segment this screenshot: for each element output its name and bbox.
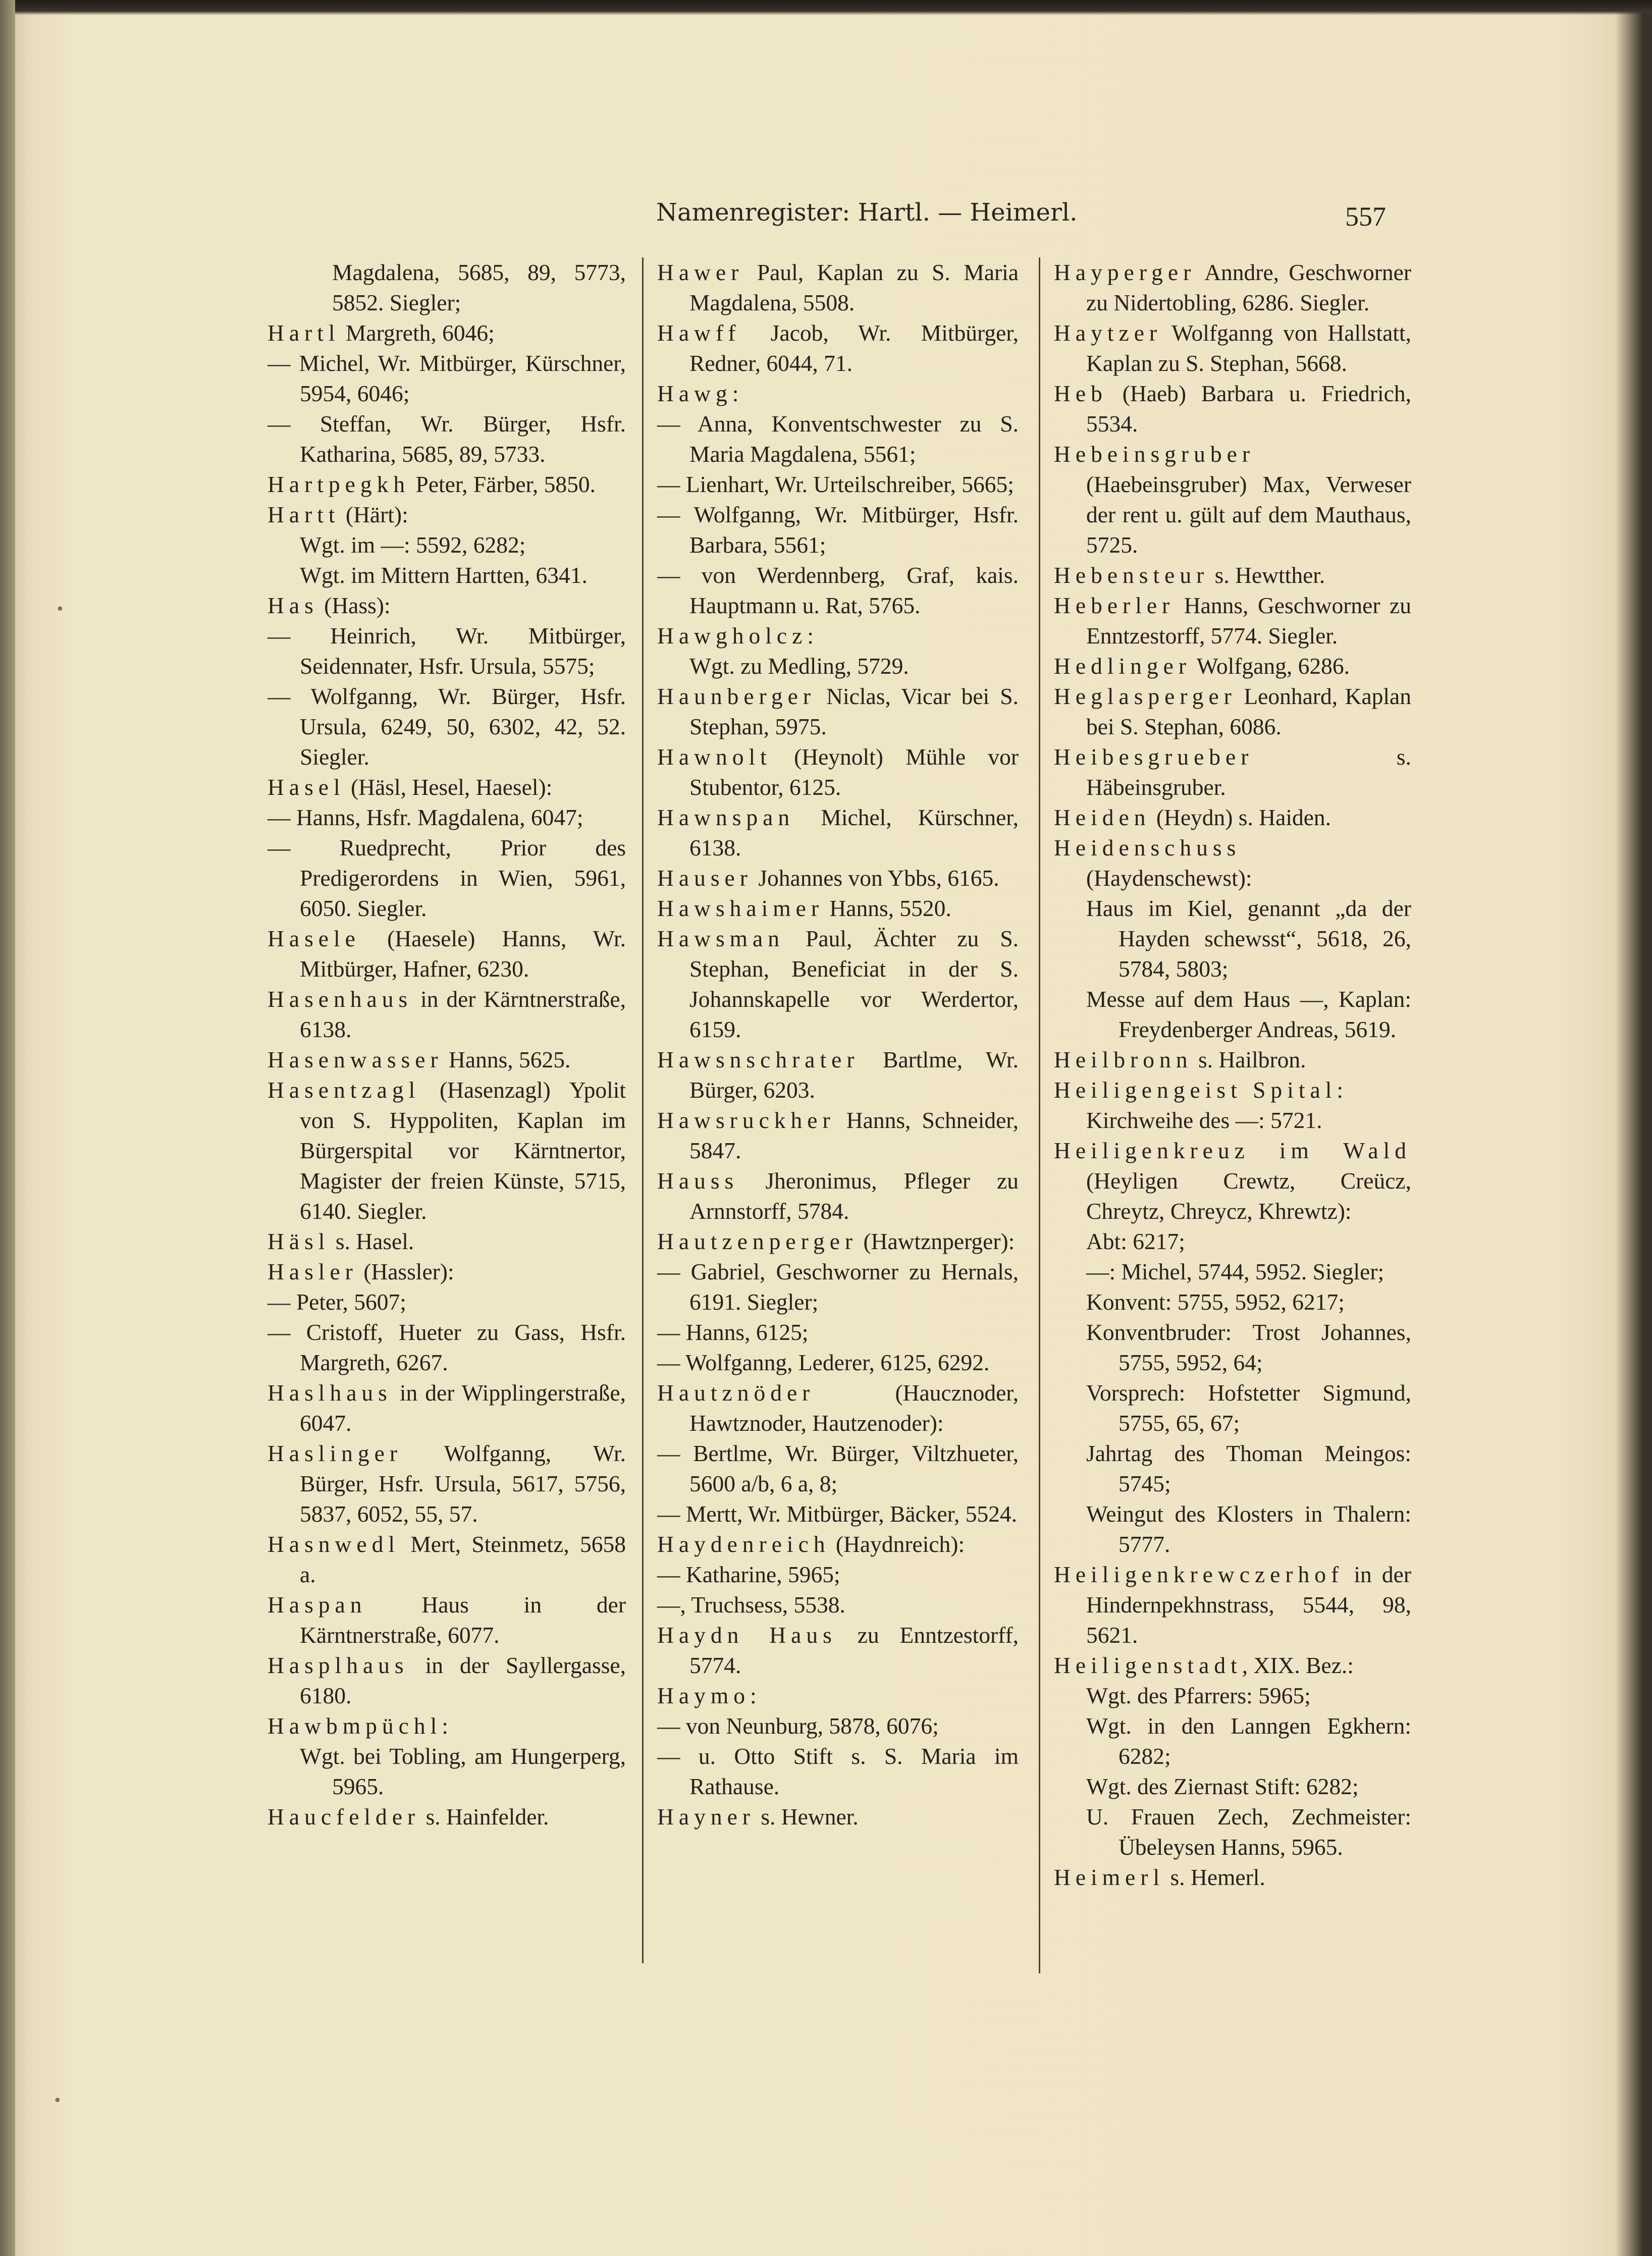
index-entry bbox=[1054, 1257, 1411, 1287]
entry-text: Wolfgang, 6286. bbox=[1191, 653, 1350, 679]
index-entry bbox=[268, 1650, 626, 1711]
index-entry bbox=[268, 681, 626, 772]
index-entry bbox=[268, 833, 626, 924]
index-entry bbox=[657, 469, 1019, 500]
entry-text: Hanns, 5625. bbox=[443, 1047, 571, 1072]
entry-headword: Heimerl bbox=[1054, 1864, 1165, 1890]
entry-headword: Hawbmpüchl bbox=[268, 1713, 442, 1739]
index-entry bbox=[268, 1226, 626, 1257]
entry-text: in der Wipplingerstraße, 6047. bbox=[300, 1380, 626, 1436]
index-entry bbox=[1054, 984, 1411, 1045]
index-entry bbox=[1054, 1105, 1411, 1136]
index-entry bbox=[657, 560, 1019, 621]
entry-text: — Mertt, Wr. Mitbürger, Bäcker, 5524. bbox=[657, 1501, 1018, 1527]
entry-headword: Hayner bbox=[657, 1804, 755, 1830]
entry-text: (Heydn) s. Haiden. bbox=[1150, 804, 1331, 830]
entry-text: — Cristoff, Hueter zu Gass, Hsfr. Margreth, 6267. bbox=[268, 1319, 626, 1375]
entry-text: Peter, Färber, 5850. bbox=[410, 471, 596, 497]
entry-text: s. Hewtther. bbox=[1209, 562, 1325, 588]
entry-text: — Anna, Konventschwester zu S. Maria Magdalena, 5561; bbox=[657, 411, 1019, 467]
index-entry bbox=[268, 924, 626, 984]
entry-headword: Heglasperger bbox=[1054, 683, 1237, 709]
index-entry bbox=[268, 1802, 626, 1832]
entry-text: —: Michel, 5744, 5952. Siegler; bbox=[1086, 1259, 1384, 1284]
entry-text: — Wolfganng, Lederer, 6125, 6292. bbox=[657, 1350, 990, 1375]
index-entry bbox=[268, 590, 626, 621]
index-column-3 bbox=[1054, 257, 1411, 1893]
index-entry bbox=[1054, 379, 1411, 439]
entry-text: : bbox=[750, 1683, 757, 1708]
index-entry bbox=[1054, 1136, 1411, 1226]
entry-text: — Steffan, Wr. Bürger, Hsfr. Katharina, 5685, 89, 5733. bbox=[268, 411, 626, 467]
entry-text: — Katharine, 5965; bbox=[657, 1562, 840, 1587]
index-entry bbox=[268, 257, 626, 318]
entry-text: Hanns, Schneider, 5847. bbox=[689, 1107, 1019, 1163]
index-entry bbox=[268, 1045, 626, 1075]
entry-text: Vorsprech: Hofstetter Sigmund, 5755, 65, 67; bbox=[1086, 1380, 1411, 1436]
page-gutter bbox=[0, 0, 15, 2256]
entry-text: — Michel, Wr. Mitbürger, Kürschner, 5954, 6046; bbox=[268, 350, 626, 406]
entry-headword: Hawshaimer bbox=[657, 895, 824, 921]
index-entry bbox=[657, 1741, 1019, 1802]
index-entry bbox=[657, 1620, 1019, 1681]
index-entry bbox=[268, 772, 626, 802]
index-entry bbox=[268, 1317, 626, 1378]
entry-headword: Hautzenperger bbox=[657, 1228, 858, 1254]
entry-text: Wgt. im Mittern Hartten, 6341. bbox=[300, 562, 588, 588]
entry-headword: Haslhaus bbox=[268, 1380, 392, 1406]
entry-text: s. Hemerl. bbox=[1164, 1864, 1265, 1890]
entry-text: , XIX. Bez.: bbox=[1242, 1652, 1354, 1678]
entry-headword: Hawsman bbox=[657, 926, 785, 951]
entry-headword: Hawnolt bbox=[657, 744, 772, 770]
entry-headword: Heilbronn bbox=[1054, 1047, 1193, 1072]
entry-headword: Heiligenkreuz im Wald bbox=[1054, 1138, 1411, 1163]
scan-edge-top bbox=[0, 0, 1652, 15]
index-entry bbox=[268, 802, 626, 833]
entry-text: Johannes von Ybbs, 6165. bbox=[752, 865, 999, 891]
entry-text: Konvent: 5755, 5952, 6217; bbox=[1086, 1289, 1345, 1315]
entry-text: (Härt): bbox=[340, 502, 408, 527]
index-entry bbox=[657, 1257, 1019, 1317]
entry-headword: Hauser bbox=[657, 865, 753, 891]
entry-headword: Hauss bbox=[657, 1168, 739, 1194]
index-entry bbox=[657, 1681, 1019, 1711]
entry-text: — Hanns, Hsfr. Magdalena, 6047; bbox=[268, 804, 583, 830]
entry-headword: Häsl bbox=[268, 1228, 330, 1254]
entry-text: — Bertlme, Wr. Bürger, Viltzhueter, 5600 a/b, 6 a, 8; bbox=[657, 1440, 1019, 1496]
entry-text: Wgt. des Pfarrers: 5965; bbox=[1086, 1683, 1311, 1708]
index-entry bbox=[657, 1499, 1019, 1529]
entry-headword: Hartpegkh bbox=[268, 471, 410, 497]
entry-text: Jahrtag des Thoman Meingos: 5745; bbox=[1086, 1440, 1411, 1496]
index-entry bbox=[1054, 833, 1411, 893]
entry-headword: Hebeinsgruber bbox=[1054, 441, 1255, 467]
entry-text: s. Hasel. bbox=[330, 1228, 414, 1254]
entry-text: Anndre, Geschworner zu Nidertobling, 6286. Siegler. bbox=[1086, 259, 1411, 315]
entry-text: Michel, Kürschner, 6138. bbox=[689, 804, 1019, 861]
index-entry bbox=[1054, 1650, 1411, 1681]
index-entry bbox=[657, 1045, 1019, 1105]
entry-headword: Haymo bbox=[657, 1683, 750, 1708]
entry-text: (Haesele) Hanns, Wr. Mitbürger, Hafner, 6230. bbox=[300, 926, 626, 982]
index-entry bbox=[268, 1741, 626, 1802]
entry-headword: Hartt bbox=[268, 502, 340, 527]
index-entry bbox=[1054, 1075, 1411, 1105]
index-entry bbox=[1054, 257, 1411, 318]
entry-text: s. Hewner. bbox=[755, 1804, 859, 1830]
entry-text: Wgt. in den Lanngen Egkhern: 6282; bbox=[1086, 1713, 1411, 1769]
entry-headword: Heiden bbox=[1054, 804, 1151, 830]
index-entry bbox=[268, 560, 626, 590]
entry-text: Jacob, Wr. Mitbürger, Redner, 6044, 71. bbox=[689, 320, 1019, 376]
entry-text: in der Kärntnerstraße, 6138. bbox=[300, 986, 626, 1042]
index-entry bbox=[657, 1529, 1019, 1560]
entry-headword: Hawnspan bbox=[657, 804, 795, 830]
entry-text: zu Enntzestorff, 5774. bbox=[689, 1622, 1019, 1678]
index-entry bbox=[1054, 1499, 1411, 1560]
entry-text: Haus in der Kärntnerstraße, 6077. bbox=[300, 1592, 626, 1648]
index-entry bbox=[268, 530, 626, 560]
entry-text: Paul, Ächter zu S. Stephan, Beneficiat in der S. Johannskapelle vor Werdertor, 6159. bbox=[689, 926, 1019, 1042]
index-entry bbox=[657, 1438, 1019, 1499]
entry-text: — Wolfganng, Wr. Bürger, Hsfr. Ursula, 6249, 50, 6302, 42, 52. Siegler. bbox=[268, 683, 626, 770]
entry-text: Jheronimus, Pfleger zu Arnnstorff, 5784. bbox=[689, 1168, 1019, 1224]
index-entry bbox=[1054, 802, 1411, 833]
entry-text: — von Neunburg, 5878, 6076; bbox=[657, 1713, 939, 1739]
index-entry bbox=[1054, 1560, 1411, 1650]
entry-headword: Heibesgrueber bbox=[1054, 744, 1254, 770]
index-entry bbox=[657, 893, 1019, 924]
entry-headword: Hawsnschrater bbox=[657, 1047, 860, 1072]
entry-headword: Hawer bbox=[657, 259, 744, 285]
index-entry bbox=[268, 984, 626, 1045]
index-entry bbox=[657, 924, 1019, 1045]
entry-text: : bbox=[732, 381, 739, 406]
entry-headword: Haytzer bbox=[1054, 320, 1162, 346]
entry-headword: Hawsruckher bbox=[657, 1107, 835, 1133]
entry-text: Magdalena, 5685, 89, 5773, 5852. Siegler; bbox=[332, 259, 626, 315]
entry-headword: Hasentzagl bbox=[268, 1077, 420, 1103]
index-entry bbox=[1054, 1045, 1411, 1075]
entry-headword: Hawg bbox=[657, 381, 732, 406]
entry-text: s. Häbeinsgruber. bbox=[1086, 744, 1411, 800]
index-entry bbox=[1054, 651, 1411, 681]
index-entry bbox=[268, 1438, 626, 1529]
index-entry bbox=[268, 1529, 626, 1590]
entry-text: Leonhard, Kaplan bei S. Stephan, 6086. bbox=[1086, 683, 1411, 739]
entry-headword: Haydenreich bbox=[657, 1531, 830, 1557]
index-entry bbox=[268, 1590, 626, 1650]
binding-hole-mark: • bbox=[56, 601, 65, 618]
entry-text: Kirchweihe des —: 5721. bbox=[1086, 1107, 1322, 1133]
index-entry bbox=[657, 802, 1019, 863]
index-entry bbox=[268, 1257, 626, 1287]
entry-text: — Lienhart, Wr. Urteilschreiber, 5665; bbox=[657, 471, 1014, 497]
entry-text: — Wolfganng, Wr. Mitbürger, Hsfr. Barbara, 5561; bbox=[657, 502, 1019, 558]
column-divider-1 bbox=[642, 257, 644, 1963]
index-entry bbox=[657, 1711, 1019, 1741]
entry-text: Margreth, 6046; bbox=[340, 320, 495, 346]
entry-text: (Haucznoder, Hawtznoder, Hautzenoder): bbox=[689, 1380, 1019, 1436]
entry-text: s. Hainfelder. bbox=[420, 1804, 549, 1830]
entry-headword: Hasler bbox=[268, 1259, 358, 1284]
index-entry bbox=[1054, 1862, 1411, 1893]
entry-headword: Hedlinger bbox=[1054, 653, 1192, 679]
index-entry bbox=[657, 1802, 1019, 1832]
index-entry bbox=[657, 651, 1019, 681]
entry-text: in der Hindernpekhnstrass, 5544, 98, 5621. bbox=[1086, 1562, 1411, 1648]
entry-text: Wgt. zu Medling, 5729. bbox=[689, 653, 909, 679]
index-entry bbox=[657, 1560, 1019, 1590]
entry-text: — Heinrich, Wr. Mitbürger, Seidennater, Hsfr. Ursula, 5575; bbox=[268, 623, 626, 679]
entry-headword: Heidenschuss bbox=[1054, 835, 1241, 861]
entry-text: — u. Otto Stift s. S. Maria im Rathause. bbox=[657, 1743, 1019, 1799]
entry-text: — Hanns, 6125; bbox=[657, 1319, 809, 1345]
entry-text: — von Werdennberg, Graf, kais. Hauptmann u. Rat, 5765. bbox=[657, 562, 1019, 618]
index-entry bbox=[657, 863, 1019, 893]
entry-text: (Haydnreich): bbox=[830, 1531, 965, 1557]
entry-headword: Heiligenkrewczerhof bbox=[1054, 1562, 1344, 1587]
entry-text: Konventbruder: Trost Johannes, 5755, 5952, 64; bbox=[1086, 1319, 1411, 1375]
index-entry bbox=[657, 318, 1019, 379]
index-entry bbox=[1054, 1802, 1411, 1862]
entry-headword: Hasel bbox=[268, 774, 345, 800]
index-entry bbox=[1054, 1681, 1411, 1711]
index-entry bbox=[657, 742, 1019, 802]
index-entry bbox=[268, 469, 626, 500]
entry-text: Wgt. des Ziernast Stift: 6282; bbox=[1086, 1774, 1359, 1799]
entry-text: (Häsl, Hesel, Haesel): bbox=[345, 774, 553, 800]
entry-text: s. Hailbron. bbox=[1192, 1047, 1306, 1072]
entry-text: (Haebeinsgruber) Max, Verweser der rent u. gült auf dem Mauthaus, 5725. bbox=[1086, 471, 1411, 558]
entry-text: Wolfganng, Wr. Bürger, Hsfr. Ursula, 5617, 5756, 5837, 6052, 55, 57. bbox=[300, 1440, 626, 1527]
index-entry bbox=[1054, 1378, 1411, 1438]
entry-text: Paul, Kaplan zu S. Maria Magdalena, 5508. bbox=[689, 259, 1019, 315]
index-entry bbox=[1054, 1771, 1411, 1802]
entry-text: : bbox=[1337, 1077, 1344, 1103]
binding-hole-mark: • bbox=[53, 2092, 62, 2110]
index-entry bbox=[268, 348, 626, 409]
index-entry bbox=[268, 500, 626, 530]
entry-headword: Heiligenstadt bbox=[1054, 1652, 1242, 1678]
entry-text: Wolfganng von Hallstatt, Kaplan zu S. Stephan, 5668. bbox=[1086, 320, 1411, 376]
entry-text: Hanns, 5520. bbox=[824, 895, 951, 921]
entry-headword: Heiligengeist Spital bbox=[1054, 1077, 1337, 1103]
entry-text: Niclas, Vicar bei S. Stephan, 5975. bbox=[689, 683, 1019, 739]
index-entry bbox=[1054, 681, 1411, 742]
entry-text: (Haydenschewst): bbox=[1086, 865, 1252, 891]
index-entry bbox=[1054, 560, 1411, 590]
index-entry bbox=[1054, 1438, 1411, 1499]
entry-text: : bbox=[807, 623, 814, 649]
index-entry bbox=[268, 1075, 626, 1226]
index-entry bbox=[1054, 893, 1411, 984]
index-entry bbox=[268, 1711, 626, 1741]
entry-text: Abt: 6217; bbox=[1086, 1228, 1185, 1254]
index-column-1 bbox=[268, 257, 626, 1832]
entry-text: Wgt. im —: 5592, 6282; bbox=[300, 532, 526, 558]
entry-text: (Heynolt) Mühle vor Stubentor, 6125. bbox=[689, 744, 1019, 800]
index-entry bbox=[657, 621, 1019, 651]
index-entry bbox=[1054, 1317, 1411, 1378]
entry-headword: Hawgholcz bbox=[657, 623, 808, 649]
index-entry bbox=[657, 1166, 1019, 1226]
column-divider-2 bbox=[1039, 257, 1040, 1973]
index-entry bbox=[657, 379, 1019, 409]
index-entry bbox=[1054, 1226, 1411, 1257]
index-entry bbox=[657, 1317, 1019, 1348]
entry-text: — Gabriel, Geschworner zu Hernals, 6191. Siegler; bbox=[657, 1259, 1019, 1315]
entry-text: Mert, Steinmetz, 5658 a. bbox=[300, 1531, 626, 1587]
index-entry bbox=[657, 1226, 1019, 1257]
entry-headword: Haucfelder bbox=[268, 1804, 420, 1830]
entry-text: in der Sayllergasse, 6180. bbox=[300, 1652, 626, 1708]
entry-headword: Haydn Haus bbox=[657, 1622, 837, 1648]
entry-headword: Hebensteur bbox=[1054, 562, 1209, 588]
index-entry bbox=[657, 257, 1019, 318]
entry-text: (Haeb) Barbara u. Friedrich, 5534. bbox=[1086, 381, 1411, 437]
entry-text: U. Frauen Zech, Zechmeister: Übeleysen Hanns, 5965. bbox=[1086, 1804, 1411, 1860]
index-entry bbox=[1054, 742, 1411, 802]
entry-text: — Ruedprecht, Prior des Predigerordens in Wien, 5961, 6050. Siegler. bbox=[268, 835, 626, 921]
entry-text: : bbox=[442, 1713, 448, 1739]
page-number: 557 bbox=[1345, 201, 1386, 232]
entry-text: (Hassler): bbox=[357, 1259, 454, 1284]
entry-text: Weingut des Klosters in Thalern: 5777. bbox=[1086, 1501, 1411, 1557]
entry-headword: Hartl bbox=[268, 320, 340, 346]
entry-headword: Hasele bbox=[268, 926, 360, 951]
index-entry bbox=[657, 681, 1019, 742]
index-entry bbox=[657, 1348, 1019, 1378]
entry-headword: Has bbox=[268, 593, 318, 618]
index-entry bbox=[657, 409, 1019, 469]
running-header: Namenregister: Hartl. — Heimerl. bbox=[656, 198, 1078, 227]
entry-headword: Heberler bbox=[1054, 593, 1175, 618]
entry-headword: Hayperger bbox=[1054, 259, 1196, 285]
entry-headword: Heb bbox=[1054, 381, 1107, 406]
index-entry bbox=[268, 409, 626, 469]
entry-text: (Hasenzagl) Ypolit von S. Hyppoliten, Kaplan im Bürgerspital vor Kärntnertor, Magister der freien Künste, 5715, 6140. Siegler. bbox=[300, 1077, 626, 1224]
index-entry bbox=[657, 500, 1019, 560]
entry-text: (Heyligen Crewtz, Creücz, Chreytz, Chreycz, Khrewtz): bbox=[1086, 1168, 1411, 1224]
entry-headword: Hawff bbox=[657, 320, 741, 346]
entry-text: Hanns, Geschworner zu Enntzestorff, 5774. Siegler. bbox=[1086, 593, 1411, 649]
entry-headword: Haslinger bbox=[268, 1440, 402, 1466]
index-entry bbox=[1054, 1287, 1411, 1317]
entry-headword: Hautznöder bbox=[657, 1380, 815, 1406]
entry-text: — Peter, 5607; bbox=[268, 1289, 406, 1315]
entry-text: (Hass): bbox=[318, 593, 391, 618]
entry-text: (Hawtznperger): bbox=[858, 1228, 1015, 1254]
entry-text: —, Truchsess, 5538. bbox=[657, 1592, 845, 1618]
index-entry bbox=[1054, 318, 1411, 379]
entry-headword: Hasenhaus bbox=[268, 986, 413, 1012]
entry-text: Wgt. bei Tobling, am Hungerperg, 5965. bbox=[300, 1743, 626, 1799]
index-entry bbox=[657, 1378, 1019, 1438]
index-entry bbox=[268, 318, 626, 348]
entry-headword: Hasnwedl bbox=[268, 1531, 400, 1557]
index-entry bbox=[657, 1590, 1019, 1620]
entry-text: Haus im Kiel, genannt „da der Hayden schewsst“, 5618, 26, 5784, 5803; bbox=[1086, 895, 1411, 982]
index-entry bbox=[1054, 439, 1411, 560]
entry-headword: Haspan bbox=[268, 1592, 367, 1618]
entry-headword: Hasplhaus bbox=[268, 1652, 409, 1678]
index-entry bbox=[268, 1287, 626, 1317]
entry-text: Bartlme, Wr. Bürger, 6203. bbox=[689, 1047, 1019, 1103]
entry-headword: Haunberger bbox=[657, 683, 816, 709]
index-entry bbox=[268, 621, 626, 681]
index-entry bbox=[1054, 590, 1411, 651]
index-entry bbox=[657, 1105, 1019, 1166]
index-entry bbox=[1054, 1711, 1411, 1771]
entry-headword: Hasenwasser bbox=[268, 1047, 443, 1072]
index-column-2 bbox=[657, 257, 1019, 1832]
index-entry bbox=[268, 1378, 626, 1438]
entry-text: Messe auf dem Haus —, Kaplan: Freydenberger Andreas, 5619. bbox=[1086, 986, 1411, 1042]
